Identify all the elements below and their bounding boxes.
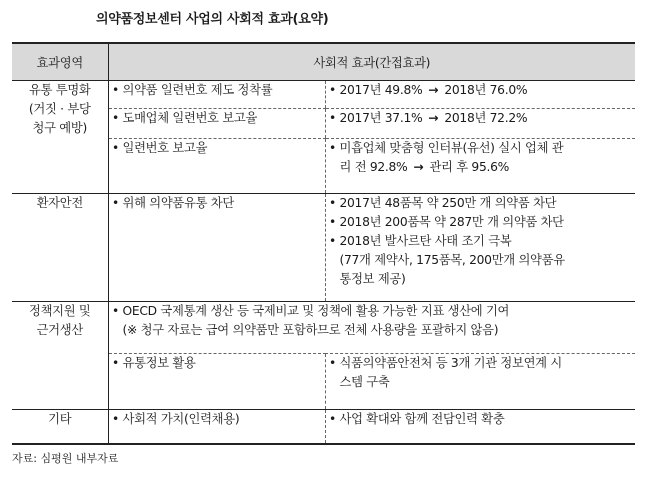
area-policy: 정책지원 및 근거생산 (12, 302, 108, 410)
effect-cell: • 식품의약품안전처 등 3개 기관 정보연계 시 스템 구축 (325, 354, 635, 410)
header-area: 효과영역 (12, 43, 108, 81)
effect-cell: • 미흡업체 맞춤형 인터뷰(유선) 실시 업체 관 리 전 92.8% → 관리 후 95.6% (325, 139, 635, 194)
effect-cell: • 사업 확대와 함께 전담인력 확충 (325, 410, 635, 444)
table-row (12, 81, 635, 109)
item-cell: • 위해 의약품유통 차단 (108, 194, 325, 302)
page-title: 의약품정보센터 사업의 사회적 효과(요약) (96, 12, 329, 27)
effect-cell: • 2017년 49.8% → 2018년 76.0% (325, 81, 635, 109)
table-header-row (12, 43, 635, 81)
area-distribution: 유통 투명화 (거짓 · 부당 청구 예방) (12, 81, 108, 194)
effect-cell: • 2017년 48품목 약 250만 개 의약품 차단 • 2018년 200품목 약 287만 개 의약품 차단 • 2018년 발사르탄 사태 조기 극복 (77개 제약사, 175품목, 200만개 의약품유 통정보 제공) (325, 194, 635, 302)
policy-full-cell: • OECD 국제통계 생산 등 국제비교 및 정책에 활용 가능한 지표 생산에 기여 (※ 청구 자료는 급여 의약품만 포함하므로 전체 사용량을 포괄하지 않음) (108, 302, 635, 354)
table-row (12, 194, 635, 302)
area-patient-safety: 환자안전 (12, 194, 108, 302)
arrow-icon: → (428, 111, 439, 125)
item-cell: • 유통정보 활용 (108, 354, 325, 410)
arrow-icon: → (413, 160, 424, 174)
area-other: 기타 (12, 410, 108, 444)
effects-table (12, 42, 635, 445)
arrow-icon: → (428, 83, 439, 97)
item-cell: • 사회적 가치(인력채용) (108, 410, 325, 444)
item-cell: • 의약품 일련번호 제도 정착률 (108, 81, 325, 109)
header-effect: 사회적 효과(간접효과) (108, 43, 635, 81)
item-cell: • 일련번호 보고율 (108, 139, 325, 194)
table-row (12, 410, 635, 444)
item-cell: • 도매업체 일련번호 보고율 (108, 109, 325, 139)
table-row (12, 302, 635, 354)
effect-cell: • 2017년 37.1% → 2018년 72.2% (325, 109, 635, 139)
source-note: 자료: 심평원 내부자료 (12, 452, 119, 465)
